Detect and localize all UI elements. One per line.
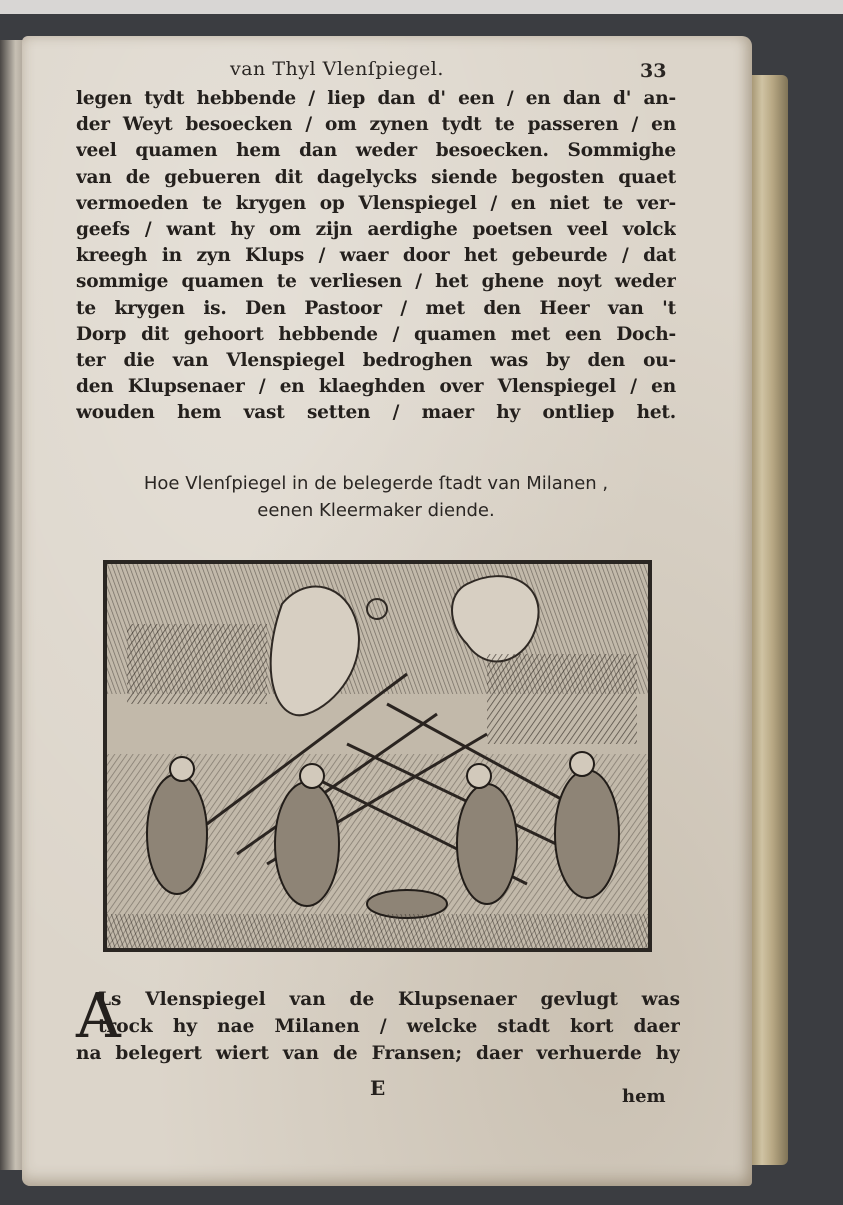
page-number: 33 xyxy=(640,60,667,82)
text-line: wouden hem vast setten / maer hy ontliep het. xyxy=(76,402,676,424)
text-line: geefs / want hy om zijn aerdighe poetsen veel volck xyxy=(76,218,676,240)
body-paragraph xyxy=(76,86,676,426)
chapter-heading-line: Hoe Vlenſpiegel in de belegerde ſtadt van Milanen , xyxy=(143,473,609,494)
text-line: te krygen is. Den Pastoor / met den Heer van 't xyxy=(76,297,676,319)
chapter-heading-line: eenen Kleermaker diende. xyxy=(257,500,495,521)
text-line: vermoeden te krygen op Vlenspiegel / en niet te ver- xyxy=(76,192,676,214)
text-line: legen tydt hebbende / liep dan d' een / en dan d' an- xyxy=(76,88,676,109)
text-line: Dorp dit gehoort hebbende / quamen met een Doch- xyxy=(76,323,676,345)
text-line: Ls Vlenspiegel van de Klupsenaer gevlugt was xyxy=(98,989,680,1010)
text-line: na belegert wiert van de Fransen; daer verhuerde hy xyxy=(76,1043,680,1064)
chapter-heading xyxy=(76,470,676,524)
text-line: trock hy nae Milanen / welcke stadt kort daer xyxy=(98,1016,680,1037)
battle-scene-engraving xyxy=(107,564,648,948)
book-spine xyxy=(748,75,788,1165)
text-line: ter die van Vlenspiegel bedroghen was by den ou- xyxy=(76,349,676,371)
text-line: den Klupsenaer / en klaeghden over Vlenspiegel / en xyxy=(76,376,676,398)
text-line: der Weyt besoecken / om zynen tydt te passeren / en xyxy=(76,114,676,136)
second-paragraph xyxy=(76,979,680,1067)
text-line: veel quamen hem dan weder besoecken. Sommighe xyxy=(76,140,676,162)
drop-cap: A xyxy=(76,979,121,1052)
catchword: hem xyxy=(622,1086,666,1107)
woodcut-illustration xyxy=(103,560,652,952)
signature-mark: E xyxy=(370,1076,386,1100)
running-head: van Thyl Vlenſpiegel. xyxy=(230,58,444,80)
text-line: van de gebueren dit dagelycks siende begosten quaet xyxy=(76,166,676,188)
text-line: sommige quamen te verliesen / het ghene noyt weder xyxy=(76,271,676,293)
viewer-top-bar xyxy=(0,0,843,14)
text-line: kreegh in zyn Klups / waer door het gebeurde / dat xyxy=(76,245,676,267)
